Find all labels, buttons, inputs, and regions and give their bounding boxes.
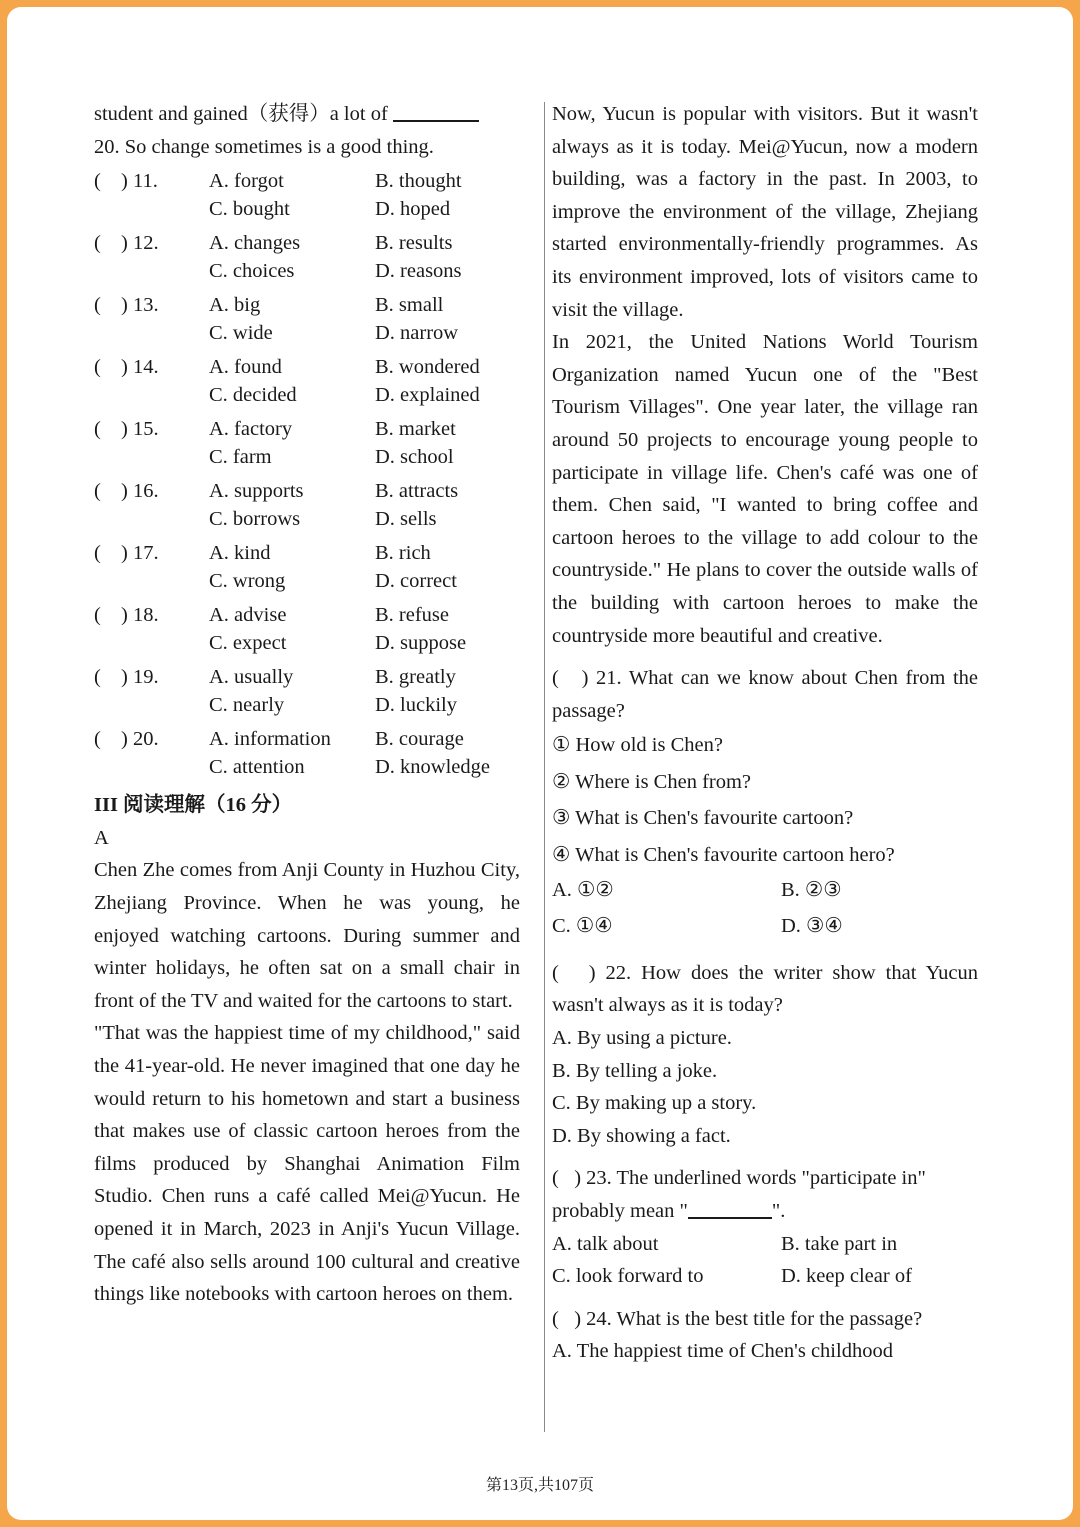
option-a: A. changes [209,232,301,255]
question-22-option-c: C. By making up a story. [552,1092,757,1115]
question-22-option-a: A. By using a picture. [552,1027,732,1050]
option-b: B. greatly [375,666,456,689]
question-23-stem-line-2: probably mean " ". [552,1195,978,1228]
option-b: B. wondered [375,356,480,379]
question-number: ) 19. [121,666,159,689]
cloze-question [94,415,520,477]
option-b: B. refuse [375,604,450,627]
option-d: D. suppose [375,632,467,655]
option-a: A. big [209,294,261,317]
option-d: D. school [375,446,454,469]
section-title: III 阅读理解（16 分） [94,794,293,817]
option-c: C. farm [209,446,272,469]
question-24-option-a: A. The happiest time of Chen's childhood [552,1340,893,1363]
option-d: D. correct [375,570,457,593]
question-23-stem-line-1: ( ) 23. The underlined words "participate in" [552,1167,926,1190]
answer-paren: ( [94,542,101,565]
option-b: B. results [375,232,453,255]
option-a: A. forgot [209,170,284,193]
option-a: A. factory [209,418,293,441]
option-c: C. look forward to [552,1265,704,1288]
option-b: B. small [375,294,444,317]
option-c: C. wide [209,322,273,345]
option-d: D. keep clear of [781,1265,912,1288]
intro-line-2: 20. So change sometimes is a good thing. [94,135,434,158]
answer-paren: ( [94,294,101,317]
cloze-question [94,663,520,725]
cloze-question [94,229,520,291]
question-22-option-b: B. By telling a joke. [552,1059,718,1082]
cloze-question [94,725,520,787]
question-21-item-3: ③ What is Chen's favourite cartoon? [552,807,854,830]
passage-paragraph-2: "That was the happiest time of my childhood," said the 41-year-old. He never imagined that one day he would return to his hometown and start a business that makes use of classic cartoon heroes from the films produced by Shanghai Animation Film Studio. Chen runs a café called Mei@Yucun. He opened it in March, 2023 in Anji's Yucun Village. The café also sells around 100 cultural and creative things like notebooks with cartoon heroes on them. [94,1022,520,1306]
option-c: C. wrong [209,570,286,593]
answer-paren: ( [94,418,101,441]
page-footer: 第13页,共107页 [485,1477,594,1494]
option-b: B. attracts [375,480,459,503]
answer-paren: ( [94,232,101,255]
intro-line-1: student and gained（获得）a lot of [94,98,520,131]
question-21-item-1: ① How old is Chen? [552,734,723,757]
answer-paren: ( [94,480,101,503]
question-number: ) 11. [121,170,158,193]
option-c: C. expect [209,632,287,655]
passage-paragraph-4: In 2021, the United Nations World Tourism Organization named Yucun one of the "Best Tourism Villages". One year later, the village ran around 50 projects to encourage young people to participate in village life. Chen's café was one of them. Chen said, "I wanted to bring coffee and cartoon heroes to the village to add colour to the countryside." He plans to cover the outside walls of the building with cartoon heroes to make the countryside more beautiful and creative. [552,331,978,647]
question-21-options-row-1 [552,874,978,911]
answer-blank [393,98,479,122]
question-number: ) 18. [121,604,159,627]
option-c: C. decided [209,384,297,407]
cloze-question [94,353,520,415]
question-23-options-row-1 [552,1228,978,1261]
option-a: A. information [209,728,331,751]
right-column [552,98,978,1368]
option-a: A. supports [209,480,304,503]
option-b: B. ②③ [781,878,842,901]
cloze-question [94,477,520,539]
question-number: ) 12. [121,232,159,255]
question-22-stem: ( ) 22. How does the writer show that Yucun wasn't always as it is today? [552,961,978,1017]
cloze-question [94,601,520,663]
option-d: D. knowledge [375,756,491,779]
option-b: B. take part in [781,1232,898,1255]
option-d: D. luckily [375,694,457,717]
option-d: D. explained [375,384,480,407]
option-c: C. borrows [209,508,301,531]
answer-paren: ( [94,356,101,379]
column-divider [544,102,545,1432]
option-c: C. choices [209,260,295,283]
question-number: ) 14. [121,356,159,379]
question-number: ) 17. [121,542,159,565]
option-d: D. sells [375,508,437,531]
cloze-question [94,539,520,601]
option-a: A. ①② [552,878,614,901]
passage-paragraph-1: Chen Zhe comes from Anji County in Huzhou City, Zhejiang Province. When he was young, he enjoyed watching cartoons. During summer and winter holidays, he often sat on a small chair in front of the TV and waited for the cartoons to start. [94,859,520,1012]
question-21-item-4: ④ What is Chen's favourite cartoon hero? [552,844,895,867]
option-c: C. nearly [209,694,285,717]
passage-label: A [94,826,109,849]
answer-paren: ( [94,666,101,689]
answer-paren: ( [94,170,101,193]
answer-paren: ( [94,728,101,751]
option-a: A. kind [209,542,271,565]
option-b: B. thought [375,170,462,193]
option-a: A. talk about [552,1232,659,1255]
question-21-options-row-2 [552,910,978,947]
question-22-option-d: D. By showing a fact. [552,1124,731,1147]
left-column [94,98,520,1311]
cloze-question-list [94,167,520,787]
option-b: B. rich [375,542,431,565]
cloze-question [94,291,520,353]
option-d: D. narrow [375,322,459,345]
option-d: D. reasons [375,260,462,283]
option-a: A. found [209,356,282,379]
question-21-stem: ( ) 21. What can we know about Chen from the passage? [552,667,978,722]
question-number: ) 13. [121,294,159,317]
option-d: D. hoped [375,198,451,221]
option-c: C. bought [209,198,290,221]
question-number: ) 16. [121,480,159,503]
option-c: C. ①④ [552,915,613,938]
question-number: ) 15. [121,418,159,441]
option-b: B. courage [375,728,464,751]
option-c: C. attention [209,756,305,779]
option-d: D. ③④ [781,915,843,938]
cloze-question [94,167,520,229]
answer-blank [688,1195,772,1219]
question-23-options-row-2 [552,1260,978,1293]
question-21-item-2: ② Where is Chen from? [552,770,752,793]
option-a: A. advise [209,604,287,627]
option-a: A. usually [209,666,294,689]
question-number: ) 20. [121,728,159,751]
option-b: B. market [375,418,456,441]
passage-paragraph-3: Now, Yucun is popular with visitors. But it wasn't always as it is today. Mei@Yucun, now a modern building, was a factory in the past. In 2003, to improve the environment of the village, Zhejiang started environmentally-friendly programmes. As its environment improved, lots of visitors came to visit the village. [552,103,978,321]
question-24-stem: ( ) 24. What is the best title for the passage? [552,1307,923,1330]
answer-paren: ( [94,604,101,627]
